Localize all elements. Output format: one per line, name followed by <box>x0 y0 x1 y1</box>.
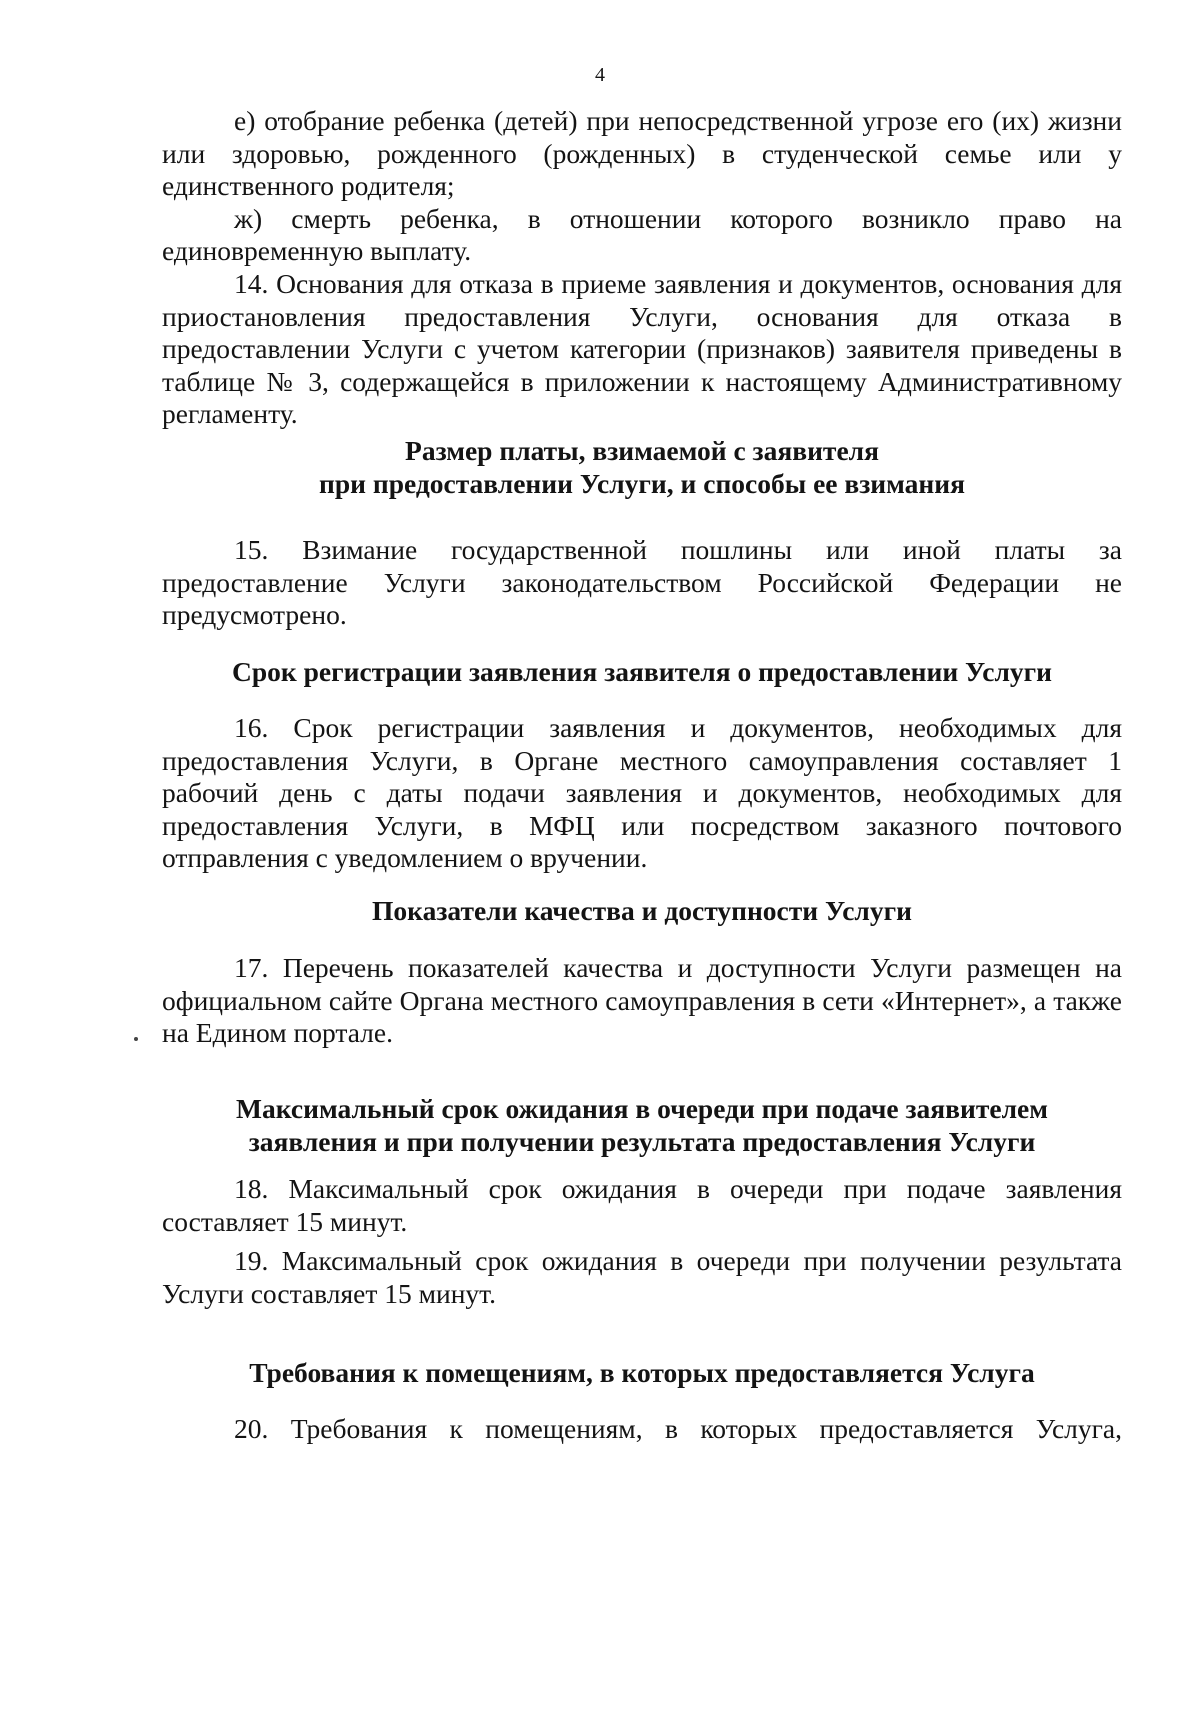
paragraph-17: 17. Перечень показателей качества и доступности Услуги размещен на официальном сайте Органа местного самоуправления в сети «Интернет», а также на Едином портале. <box>162 952 1122 1048</box>
page-number: 4 <box>595 64 605 86</box>
paragraph-16: 16. Срок регистрации заявления и документов, необходимых для предоставления Услуги, в Органе местного самоуправления составляет 1 рабочий день с даты подачи заявления и документов, необходимых для предоставления Услуги, в МФЦ или посредством заказного почтового отправления с уведомлением о вручении. <box>162 712 1122 873</box>
heading-line: Размер платы, взимаемой с заявителя <box>405 435 879 466</box>
paragraph-18: 18. Максимальный срок ожидания в очереди при подаче заявления составляет 15 минут. <box>162 1173 1122 1237</box>
section-heading-fee <box>162 434 1122 500</box>
section-heading-queue <box>162 1092 1122 1158</box>
paragraph-14: 14. Основания для отказа в приеме заявления и документов, основания для приостановления предоставления Услуги, основания для отказа в предоставлении Услуги с учетом категории (признаков) заявителя приведены в таблице № 3, содержащейся в приложении к настоящему Административному регламенту. <box>162 268 1122 429</box>
heading-line: Показатели качества и доступности Услуги <box>372 895 912 926</box>
paragraph-20: 20. Требования к помещениям, в которых предоставляется Услуга, <box>234 1413 1122 1444</box>
heading-line: Максимальный срок ожидания в очереди при подаче заявителем <box>236 1093 1048 1124</box>
paragraph-item-zh-line1: ж) смерть ребенка, в отношении которого возникло право на <box>234 203 1122 234</box>
paragraph-19: 19. Максимальный срок ожидания в очереди при получении результата Услуги составляет 15 минут. <box>162 1245 1122 1309</box>
heading-line: Срок регистрации заявления заявителя о предоставлении Услуги <box>231 656 1052 687</box>
section-heading-registration <box>162 655 1122 688</box>
scan-speck <box>134 1037 138 1041</box>
heading-line: при предоставлении Услуги, и способы ее взимания <box>319 468 965 499</box>
section-heading-premises <box>162 1356 1122 1389</box>
heading-line: Требования к помещениям, в которых предоставляется Услуга <box>249 1357 1035 1388</box>
heading-line: заявления и при получении результата предоставления Услуги <box>248 1126 1036 1157</box>
paragraph-item-zh-line2: единовременную выплату. <box>162 235 472 266</box>
section-heading-quality <box>162 894 1122 927</box>
paragraph-item-e: е) отобрание ребенка (детей) при непосредственной угрозе его (их) жизни или здоровью, рожденного (рожденных) в студенческой семье или у единственного родителя; <box>162 105 1122 201</box>
paragraph-15: 15. Взимание государственной пошлины или иной платы за предоставление Услуги законодательством Российской Федерации не предусмотрено. <box>162 534 1122 630</box>
